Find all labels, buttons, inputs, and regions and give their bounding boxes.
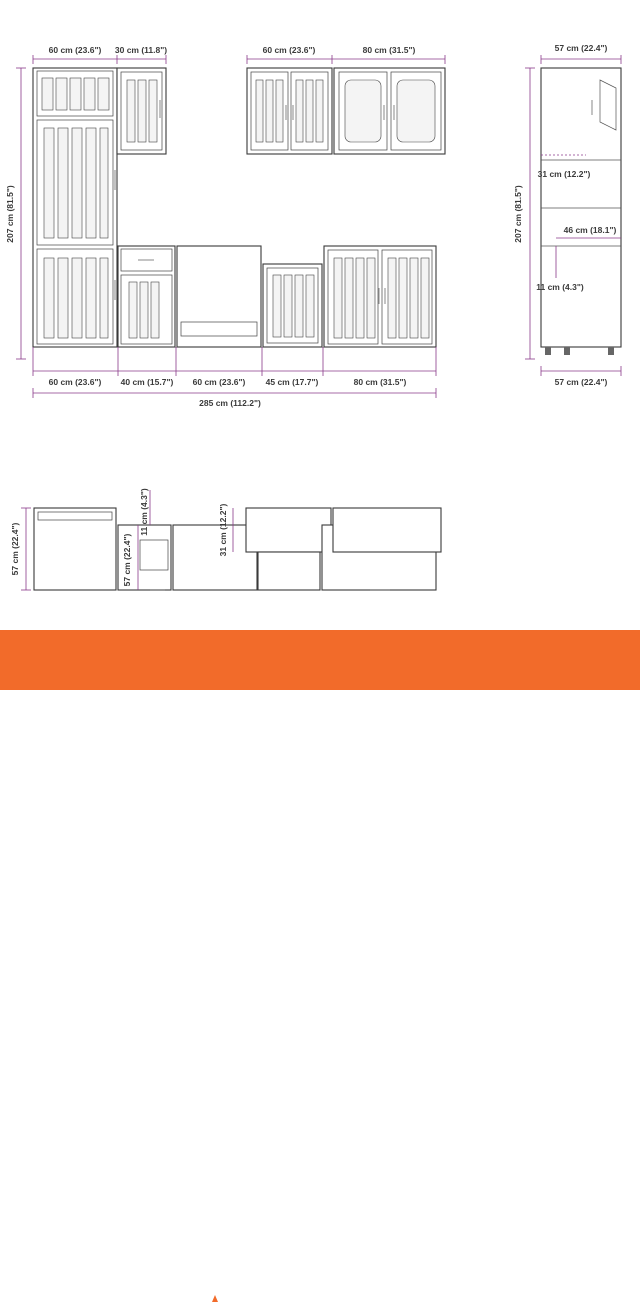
dim-plan-inner-depth: 57 cm (22.4") [122, 533, 132, 587]
oven-cabinet-60 [177, 246, 261, 347]
front-height-dimension [5, 68, 26, 359]
dim-top-narrow-width: 30 cm (11.8") [114, 45, 168, 55]
dim-bottom-oven: 60 cm (23.6") [192, 377, 246, 387]
kitchen-dimension-diagram [0, 0, 640, 630]
dim-side-wall-depth: 31 cm (12.2") [537, 169, 591, 179]
wall-cabinet-60 [247, 68, 332, 154]
plan-oven-60 [173, 525, 257, 590]
alcatraz-logo-icon [198, 1271, 232, 1309]
dim-side-plinth: 11 cm (4.3") [536, 282, 584, 292]
base-cabinet-80 [324, 246, 436, 347]
base-cabinet-40 [118, 246, 175, 347]
dim-front-height: 207 cm (81.5") [5, 185, 15, 243]
side-foot-2 [564, 347, 570, 355]
dim-bottom-80: 80 cm (31.5") [353, 377, 407, 387]
side-view [513, 43, 621, 387]
side-foot-3 [608, 347, 614, 355]
footer-banner [0, 630, 640, 1305]
plan-wall-60 [246, 508, 331, 552]
dim-top-view-depth: 57 cm (22.4") [10, 522, 20, 576]
front-top-dimensions [33, 45, 445, 64]
brand-logo [198, 1267, 430, 1313]
tall-cabinet [33, 68, 117, 347]
dim-total-width: 285 cm (112.2") [199, 398, 261, 408]
dim-bottom-tall: 60 cm (23.6") [48, 377, 102, 387]
side-tall-body [541, 68, 621, 347]
dim-side-base-depth: 46 cm (18.1") [563, 225, 617, 235]
brand-name: ALCATRAZ.hr [238, 1274, 430, 1305]
dim-bottom-40: 40 cm (15.7") [120, 377, 174, 387]
front-bottom-dimensions [33, 347, 436, 408]
front-view [5, 45, 445, 408]
dim-top-wall60-width: 60 cm (23.6") [262, 45, 316, 55]
plan-wall-80 [333, 508, 441, 552]
dim-top-tall-width: 60 cm (23.6") [48, 45, 102, 55]
dim-plan-wall-depth: 31 cm (12.2") [218, 503, 228, 557]
dim-side-bottom-depth: 57 cm (22.4") [554, 377, 608, 387]
plan-base-45 [258, 552, 320, 590]
dim-bottom-45: 45 cm (17.7") [265, 377, 319, 387]
dim-top-wall80-width: 80 cm (31.5") [362, 45, 416, 55]
dim-plan-plinth: 11 cm (4.3") [139, 488, 149, 536]
dim-side-top-depth: 57 cm (22.4") [554, 43, 608, 53]
top-view [10, 488, 441, 590]
dim-side-height: 207 cm (81.5") [513, 185, 523, 243]
wall-cabinet-80 [334, 68, 445, 154]
side-foot-1 [545, 347, 551, 355]
base-cabinet-45 [263, 264, 322, 347]
narrow-upper-cabinet [117, 68, 166, 154]
